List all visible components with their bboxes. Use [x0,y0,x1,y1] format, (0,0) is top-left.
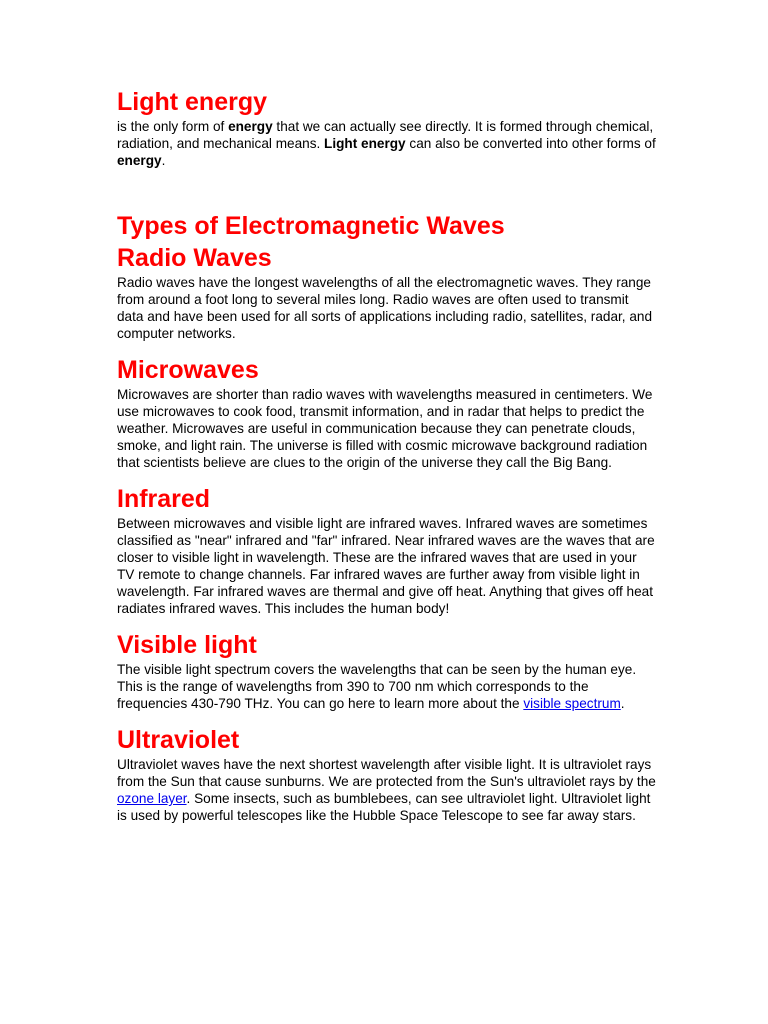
spacer [117,712,657,724]
visible-light-heading: Visible light [117,631,257,659]
visible-light-text-before: The visible light spectrum covers the wavelengths that can be seen by the human eye. This is the range of wavelengths from 390 to 700 nm which corresponds to the frequencies 430-790 THz. You can go here to learn more about the [117,662,637,711]
light-energy-heading: Light energy [117,88,268,116]
spacer [117,617,657,629]
infrared-paragraph: Between microwaves and visible light are infrared waves. Infrared waves are sometimes classified as "near" infrared and "far" infrared. Near infrared waves are the waves that are closer to visible light in wavelength. These are the infrared waves that are used in your TV remote to change channels. Far infrared waves are further away from visible light in wavelength. Far infrared waves are thermal and give off heat. Anything that gives off heat radiates infrared waves. This includes the human body! [117,516,655,616]
visible-light-text-after: . [620,696,625,711]
radio-waves-paragraph: Radio waves have the longest wavelengths of all the electromagnetic waves. They range from around a foot long to several miles long. Radio waves are often used to transmit data and have been used for all sorts of applications including radio, satellites, radar, and computer networks. [117,275,653,341]
ultraviolet-text-before: Ultraviolet waves have the next shortest wavelength after visible light. It is ultraviolet rays from the Sun that cause sunburns. We are protected from the Sun's ultraviolet rays by the [117,757,656,789]
light-energy-text-3: can also be converted into other forms of [405,136,656,151]
visible-spectrum-link[interactable]: visible spectrum [523,696,621,711]
light-energy-text-2: that we can actually see directly. It is formed through chemical, radiation, and mechanical means. [117,119,654,151]
microwaves-heading: Microwaves [117,356,259,384]
light-energy-paragraph [117,118,657,169]
ozone-layer-link[interactable]: ozone layer [117,791,187,806]
light-energy-bold-1: energy [228,119,273,134]
infrared-heading: Infrared [117,485,211,513]
document-body [117,86,657,824]
spacer [117,342,657,354]
light-energy-bold-2: Light energy [324,136,406,151]
types-heading: Types of Electromagnetic Waves [117,212,505,240]
spacer [117,471,657,483]
ultraviolet-heading: Ultraviolet [117,726,240,754]
visible-light-paragraph [117,661,657,712]
spacer [117,169,657,210]
ultraviolet-paragraph [117,756,657,824]
microwaves-paragraph: Microwaves are shorter than radio waves with wavelengths measured in centimeters. We use microwaves to cook food, transmit information, and in radar that helps to predict the weather. Microwaves are useful in communication because they can penetrate clouds, smoke, and light rain. The universe is filled with cosmic microwave background radiation that scientists believe are clues to the origin of the universe they call the Big Bang. [117,387,653,470]
light-energy-bold-3: energy [117,153,162,168]
light-energy-text-1: is the only form of [117,119,229,134]
ultraviolet-text-after: . Some insects, such as bumblebees, can see ultraviolet light. Ultraviolet light is used by powerful telescopes like the Hubble Space Telescope to see far away stars. [117,791,651,823]
radio-waves-heading: Radio Waves [117,244,272,272]
light-energy-text-4: . [161,153,166,168]
